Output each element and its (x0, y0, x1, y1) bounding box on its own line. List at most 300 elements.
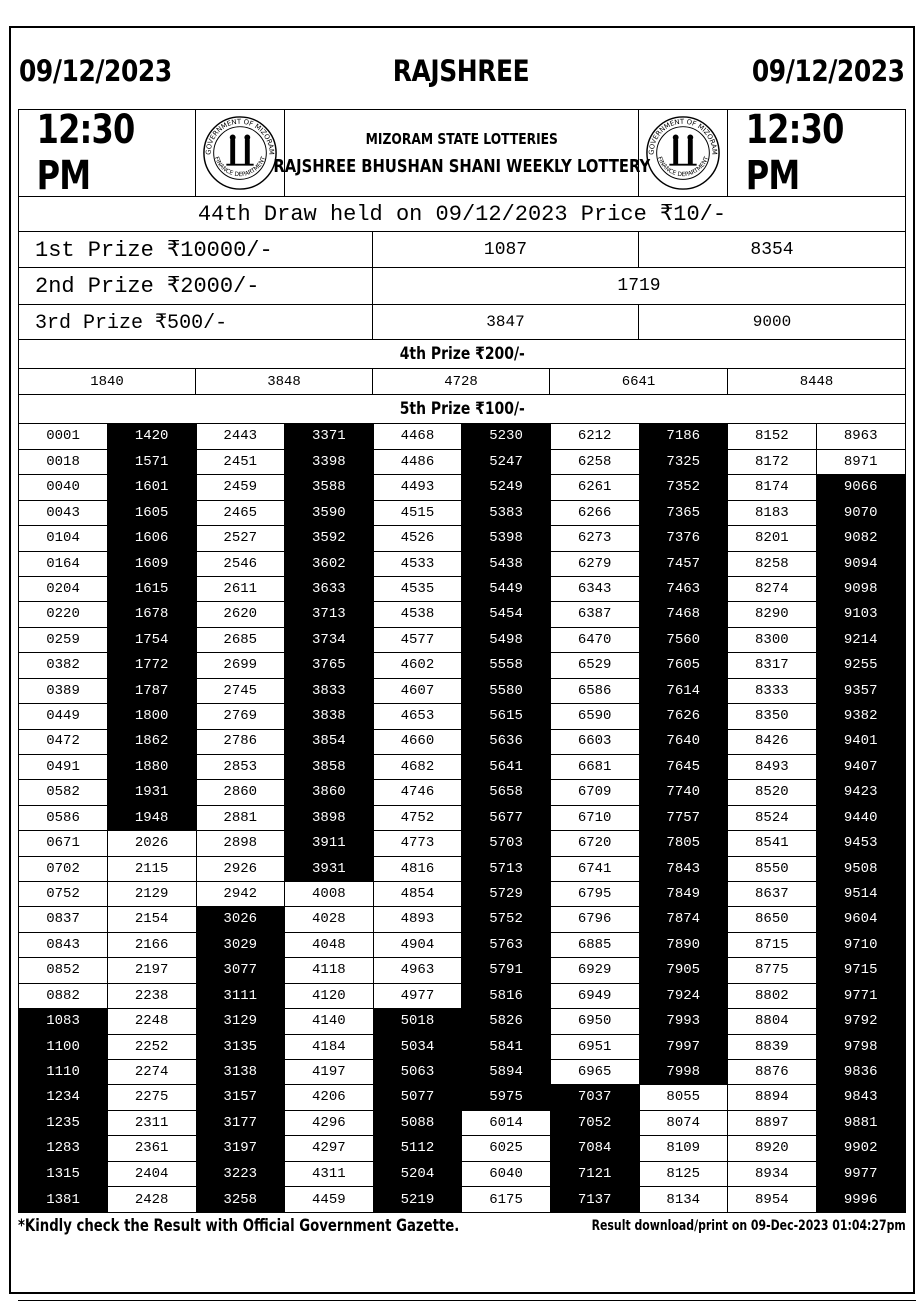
fifth-prize-number: 4752 (373, 805, 462, 831)
fifth-prize-number: 4028 (285, 907, 374, 933)
fifth-prize-number: 7740 (639, 780, 728, 806)
fifth-prize-number: 7352 (639, 475, 728, 501)
third-prize-number-1: 3847 (373, 305, 639, 339)
fifth-prize-number: 6885 (551, 932, 640, 958)
fifth-prize-number: 4533 (373, 551, 462, 577)
fifth-prize-number: 4118 (285, 958, 374, 984)
fifth-prize-number: 3157 (196, 1085, 285, 1111)
fifth-prize-number: 7614 (639, 678, 728, 704)
fifth-prize-number: 7468 (639, 602, 728, 628)
fifth-prize-number: 5658 (462, 780, 551, 806)
fifth-prize-number: 6586 (551, 678, 640, 704)
second-prize-label: 2nd Prize ₹2000/- (19, 268, 373, 304)
fifth-prize-number: 8493 (728, 754, 817, 780)
fifth-prize-number: 1605 (108, 500, 197, 526)
fifth-prize-number: 1381 (19, 1187, 108, 1213)
fifth-prize-number: 7849 (639, 882, 728, 908)
fifth-prize-number: 6950 (551, 1009, 640, 1035)
fifth-prize-number: 3713 (285, 602, 374, 628)
fourth-prize-row (18, 368, 906, 395)
fifth-prize-number: 8954 (728, 1187, 817, 1213)
fifth-prize-number: 2443 (196, 424, 285, 450)
fifth-prize-number: 3197 (196, 1136, 285, 1162)
fifth-prize-number: 8290 (728, 602, 817, 628)
fifth-prize-number: 4486 (373, 449, 462, 475)
fifth-prize-number: 7463 (639, 577, 728, 603)
fifth-prize-number: 6273 (551, 526, 640, 552)
svg-text:GOVERNMENT OF MIZORAM: GOVERNMENT OF MIZORAM (647, 117, 719, 155)
fifth-prize-number: 0018 (19, 449, 108, 475)
fifth-prize-number: 5449 (462, 577, 551, 603)
fifth-prize-number: 1787 (108, 678, 197, 704)
fourth-prize-title-cell (19, 340, 905, 368)
fifth-prize-title: 5th Prize ₹100/- (399, 399, 525, 419)
fifth-prize-number: 8839 (728, 1034, 817, 1060)
fifth-prize-number: 2197 (108, 958, 197, 984)
fifth-prize-number: 7905 (639, 958, 728, 984)
header-date-left: 09/12/2023 (19, 54, 172, 88)
fifth-prize-number: 7084 (551, 1136, 640, 1162)
fifth-prize-number: 0752 (19, 882, 108, 908)
fifth-prize-number: 2166 (108, 932, 197, 958)
fifth-prize-number: 7037 (551, 1085, 640, 1111)
fifth-prize-number: 8715 (728, 932, 817, 958)
fifth-prize-number: 5641 (462, 754, 551, 780)
fifth-prize-number: 2465 (196, 500, 285, 526)
fifth-prize-number: 1609 (108, 551, 197, 577)
fifth-prize-number: 5558 (462, 653, 551, 679)
fifth-prize-number: 7121 (551, 1161, 640, 1187)
fifth-prize-number: 9214 (816, 627, 905, 653)
fourth-prize-number: 6641 (550, 369, 728, 394)
fifth-prize-number: 1862 (108, 729, 197, 755)
fifth-prize-number: 8920 (728, 1136, 817, 1162)
fifth-prize-number: 9881 (816, 1110, 905, 1136)
fifth-prize-number: 5454 (462, 602, 551, 628)
fifth-prize-number: 7997 (639, 1034, 728, 1060)
fifth-prize-number: 9843 (816, 1085, 905, 1111)
fifth-prize-number: 0586 (19, 805, 108, 831)
fifth-prize-number: 9604 (816, 907, 905, 933)
fifth-prize-number: 6951 (551, 1034, 640, 1060)
fifth-prize-number: 3026 (196, 907, 285, 933)
fifth-prize-number: 2026 (108, 831, 197, 857)
fifth-prize-number: 8524 (728, 805, 817, 831)
fifth-prize-number: 8894 (728, 1085, 817, 1111)
fifth-prize-title-row (18, 394, 906, 424)
fifth-prize-number: 2769 (196, 704, 285, 730)
fifth-prize-number: 6590 (551, 704, 640, 730)
organization-name (273, 130, 650, 177)
seal-left-cell (196, 110, 285, 196)
fifth-prize-number: 1571 (108, 449, 197, 475)
fifth-prize-number: 8876 (728, 1059, 817, 1085)
fifth-prize-number: 2527 (196, 526, 285, 552)
fifth-prize-number: 7325 (639, 449, 728, 475)
fifth-prize-number: 4607 (373, 678, 462, 704)
fifth-prize-number: 8274 (728, 577, 817, 603)
fifth-prize-number: 2115 (108, 856, 197, 882)
fifth-prize-number: 4653 (373, 704, 462, 730)
fifth-prize-number: 5677 (462, 805, 551, 831)
fifth-prize-number: 2311 (108, 1110, 197, 1136)
fifth-prize-number: 8350 (728, 704, 817, 730)
fifth-prize-number: 0671 (19, 831, 108, 857)
fifth-prize-number: 9514 (816, 882, 905, 908)
fifth-prize-number: 7998 (639, 1059, 728, 1085)
fifth-prize-number: 5636 (462, 729, 551, 755)
fifth-prize-number: 3734 (285, 627, 374, 653)
fifth-prize-number: 7376 (639, 526, 728, 552)
fifth-prize-number: 0220 (19, 602, 108, 628)
fifth-prize-number: 2611 (196, 577, 285, 603)
fifth-prize-number: 6014 (462, 1110, 551, 1136)
fifth-prize-number: 8055 (639, 1085, 728, 1111)
fifth-prize-number: 8183 (728, 500, 817, 526)
fifth-prize-title-cell (19, 395, 905, 423)
fifth-prize-number: 5063 (373, 1059, 462, 1085)
fifth-prize-number: 4197 (285, 1059, 374, 1085)
fifth-prize-number: 0104 (19, 526, 108, 552)
fifth-prize-number: 1615 (108, 577, 197, 603)
fifth-prize-number: 2786 (196, 729, 285, 755)
fifth-prize-number: 8550 (728, 856, 817, 882)
fifth-prize-number: 4184 (285, 1034, 374, 1060)
fifth-prize-number: 3860 (285, 780, 374, 806)
fifth-prize-number: 4515 (373, 500, 462, 526)
fifth-prize-number: 5791 (462, 958, 551, 984)
fifth-prize-number: 7365 (639, 500, 728, 526)
first-prize-row (18, 231, 906, 268)
fifth-prize-number: 7186 (639, 424, 728, 450)
fifth-prize-number: 4140 (285, 1009, 374, 1035)
fifth-prize-number: 4538 (373, 602, 462, 628)
fifth-prize-number: 8300 (728, 627, 817, 653)
fifth-prize-number: 3854 (285, 729, 374, 755)
fifth-prize-number: 7626 (639, 704, 728, 730)
fifth-prize-number: 6266 (551, 500, 640, 526)
fifth-prize-number: 8258 (728, 551, 817, 577)
fifth-prize-number: 1083 (19, 1009, 108, 1035)
fifth-prize-number: 3858 (285, 754, 374, 780)
fifth-prize-number: 7805 (639, 831, 728, 857)
second-prize-number: 1719 (617, 276, 661, 296)
fifth-prize-number: 6709 (551, 780, 640, 806)
fifth-prize-number: 5112 (373, 1136, 462, 1162)
fifth-prize-number: 5034 (373, 1034, 462, 1060)
fifth-prize-number: 5247 (462, 449, 551, 475)
fifth-prize-number: 6681 (551, 754, 640, 780)
svg-text:FINANCE DEPARTMENT: FINANCE DEPARTMENT (212, 156, 268, 179)
fifth-prize-number: 6603 (551, 729, 640, 755)
fifth-prize-number: 1678 (108, 602, 197, 628)
fifth-prize-number: 4297 (285, 1136, 374, 1162)
fifth-prize-number: 5077 (373, 1085, 462, 1111)
fifth-prize-number: 4459 (285, 1187, 374, 1213)
draw-info-row (18, 196, 906, 232)
fifth-prize-number: 9407 (816, 754, 905, 780)
fifth-prize-number: 3258 (196, 1187, 285, 1213)
fifth-prize-number: 2238 (108, 983, 197, 1009)
fifth-prize-number: 4008 (285, 882, 374, 908)
fifth-prize-number: 5088 (373, 1110, 462, 1136)
fifth-prize-number: 7605 (639, 653, 728, 679)
government-seal-icon (644, 114, 722, 192)
fifth-prize-number: 8333 (728, 678, 817, 704)
fifth-prize-number: 5438 (462, 551, 551, 577)
fifth-prize-number: 5841 (462, 1034, 551, 1060)
fifth-prize-number: 1948 (108, 805, 197, 831)
fifth-prize-number: 4746 (373, 780, 462, 806)
fifth-prize-number: 1800 (108, 704, 197, 730)
first-prize-number-2: 8354 (750, 239, 794, 260)
first-prize-number-1: 1087 (373, 232, 639, 267)
header-date-right: 09/12/2023 (752, 54, 905, 88)
fifth-prize-number: 0472 (19, 729, 108, 755)
fifth-prize-number: 6387 (551, 602, 640, 628)
fifth-prize-number: 3135 (196, 1034, 285, 1060)
fifth-prize-number: 4577 (373, 627, 462, 653)
fifth-prize-number: 0843 (19, 932, 108, 958)
fifth-prize-number: 1931 (108, 780, 197, 806)
fifth-prize-number: 3398 (285, 449, 374, 475)
fourth-prize-title: 4th Prize ₹200/- (399, 344, 525, 364)
fifth-prize-number: 4602 (373, 653, 462, 679)
fifth-prize-number: 0389 (19, 678, 108, 704)
fifth-prize-number: 5580 (462, 678, 551, 704)
fifth-prize-number: 9792 (816, 1009, 905, 1035)
fifth-prize-number: 6040 (462, 1161, 551, 1187)
fifth-prize-number: 2620 (196, 602, 285, 628)
fifth-prize-number: 5763 (462, 932, 551, 958)
fifth-prize-number: 9094 (816, 551, 905, 577)
fifth-prize-number: 3592 (285, 526, 374, 552)
fifth-prize-number: 3833 (285, 678, 374, 704)
fifth-prize-number: 6258 (551, 449, 640, 475)
fifth-prize-number: 2881 (196, 805, 285, 831)
fifth-prize-number: 1606 (108, 526, 197, 552)
fifth-prize-number: 9902 (816, 1136, 905, 1162)
fifth-prize-number: 4535 (373, 577, 462, 603)
fifth-prize-number: 4526 (373, 526, 462, 552)
fifth-prize-number: 1235 (19, 1110, 108, 1136)
fifth-prize-number: 3588 (285, 475, 374, 501)
fifth-prize-number: 0449 (19, 704, 108, 730)
fifth-prize-number: 7640 (639, 729, 728, 755)
fifth-prize-number: 8174 (728, 475, 817, 501)
fifth-prize-number: 8134 (639, 1187, 728, 1213)
fifth-prize-number: 9710 (816, 932, 905, 958)
organization-line-1: MIZORAM STATE LOTTERIES (365, 129, 558, 148)
fifth-prize-number: 5713 (462, 856, 551, 882)
fifth-prize-number: 3633 (285, 577, 374, 603)
gazette-note: *Kindly check the Result with Official Government Gazette. (18, 1216, 460, 1236)
fifth-prize-number: 8897 (728, 1110, 817, 1136)
fourth-prize-number: 8448 (799, 373, 834, 390)
banner (18, 109, 906, 197)
fifth-prize-number: 6949 (551, 983, 640, 1009)
fifth-prize-number: 6529 (551, 653, 640, 679)
fifth-prize-number: 6175 (462, 1187, 551, 1213)
fifth-prize-number: 8971 (816, 449, 905, 475)
fifth-prize-number: 2274 (108, 1059, 197, 1085)
fifth-prize-number: 8109 (639, 1136, 728, 1162)
fifth-prize-number: 2248 (108, 1009, 197, 1035)
fifth-prize-number: 3029 (196, 932, 285, 958)
fifth-prize-number: 9798 (816, 1034, 905, 1060)
fifth-prize-number: 0852 (19, 958, 108, 984)
fifth-prize-number: 7843 (639, 856, 728, 882)
third-prize-row (18, 304, 906, 340)
fifth-prize-number: 0491 (19, 754, 108, 780)
fifth-prize-number: 1100 (19, 1034, 108, 1060)
fifth-prize-number: 3371 (285, 424, 374, 450)
fifth-prize-number: 1772 (108, 653, 197, 679)
fifth-prize-number: 8963 (816, 424, 905, 450)
fifth-prize-number: 9453 (816, 831, 905, 857)
fifth-prize-number: 0382 (19, 653, 108, 679)
fifth-prize-number: 6965 (551, 1059, 640, 1085)
fifth-prize-number: 2745 (196, 678, 285, 704)
svg-text:GOVERNMENT OF MIZORAM: GOVERNMENT OF MIZORAM (204, 117, 276, 155)
fifth-prize-number: 4816 (373, 856, 462, 882)
page-title: RAJSHREE (392, 54, 530, 88)
fifth-prize-number: 2275 (108, 1085, 197, 1111)
fifth-prize-number: 3838 (285, 704, 374, 730)
fifth-prize-number: 0043 (19, 500, 108, 526)
fourth-prize-number: 1840 (19, 369, 196, 394)
fifth-prize-number: 2546 (196, 551, 285, 577)
first-prize-label: 1st Prize ₹10000/- (19, 232, 373, 267)
fifth-prize-number: 4660 (373, 729, 462, 755)
time-left-cell (19, 107, 196, 199)
fifth-prize-number: 8637 (728, 882, 817, 908)
fifth-prize-number: 5249 (462, 475, 551, 501)
fifth-prize-number: 4963 (373, 958, 462, 984)
fifth-prize-number: 5703 (462, 831, 551, 857)
fifth-prize-number: 1234 (19, 1085, 108, 1111)
fifth-prize-number: 2926 (196, 856, 285, 882)
fifth-prize-number: 8152 (728, 424, 817, 450)
fifth-prize-number: 9255 (816, 653, 905, 679)
fifth-prize-number: 9103 (816, 602, 905, 628)
fifth-prize-number: 9070 (816, 500, 905, 526)
time-right: 12:30 PM (745, 107, 844, 199)
fifth-prize-number: 4311 (285, 1161, 374, 1187)
fifth-prize-number: 8317 (728, 653, 817, 679)
fifth-prize-number: 7890 (639, 932, 728, 958)
fifth-prize-number: 6470 (551, 627, 640, 653)
svg-text:FINANCE DEPARTMENT: FINANCE DEPARTMENT (655, 156, 711, 179)
fifth-prize-number: 4773 (373, 831, 462, 857)
fifth-prize-number: 2860 (196, 780, 285, 806)
second-prize-row (18, 267, 906, 305)
fifth-prize-number: 5219 (373, 1187, 462, 1213)
fifth-prize-number: 9440 (816, 805, 905, 831)
fifth-prize-number: 3765 (285, 653, 374, 679)
organization-line-2: RAJSHREE BHUSHAN SHANI WEEKLY LOTTERY (273, 155, 650, 177)
fifth-prize-number: 7560 (639, 627, 728, 653)
fifth-prize-number: 6929 (551, 958, 640, 984)
fifth-prize-number: 4682 (373, 754, 462, 780)
fifth-prize-number: 9423 (816, 780, 905, 806)
fifth-prize-number: 3177 (196, 1110, 285, 1136)
fifth-prize-number: 9771 (816, 983, 905, 1009)
fifth-prize-number: 2853 (196, 754, 285, 780)
seal-right-cell (639, 110, 728, 196)
fifth-prize-number: 8201 (728, 526, 817, 552)
fifth-prize-number: 6741 (551, 856, 640, 882)
fifth-prize-number: 5204 (373, 1161, 462, 1187)
fifth-prize-number: 4977 (373, 983, 462, 1009)
fifth-prize-number: 9382 (816, 704, 905, 730)
fifth-prize-number: 5729 (462, 882, 551, 908)
fifth-prize-number: 1110 (19, 1059, 108, 1085)
third-prize-label: 3rd Prize ₹500/- (19, 305, 373, 339)
fifth-prize-number: 5615 (462, 704, 551, 730)
fifth-prize-number: 2361 (108, 1136, 197, 1162)
fifth-prize-number: 3931 (285, 856, 374, 882)
fifth-prize-number: 2942 (196, 882, 285, 908)
fifth-prize-number: 3898 (285, 805, 374, 831)
fifth-prize-number: 7757 (639, 805, 728, 831)
fifth-prize-number: 8650 (728, 907, 817, 933)
fifth-prize-number: 5826 (462, 1009, 551, 1035)
fifth-prize-number: 7137 (551, 1187, 640, 1213)
fifth-prize-number: 4893 (373, 907, 462, 933)
fifth-prize-number: 4296 (285, 1110, 374, 1136)
fifth-prize-number: 4493 (373, 475, 462, 501)
fifth-prize-number: 2451 (196, 449, 285, 475)
fifth-prize-number: 4120 (285, 983, 374, 1009)
fifth-prize-number: 7645 (639, 754, 728, 780)
fifth-prize-number: 5498 (462, 627, 551, 653)
time-left: 12:30 PM (36, 107, 135, 199)
fifth-prize-number: 7457 (639, 551, 728, 577)
fifth-prize-number: 5816 (462, 983, 551, 1009)
fifth-prize-number: 0702 (19, 856, 108, 882)
fifth-prize-number: 9715 (816, 958, 905, 984)
fifth-prize-number: 1315 (19, 1161, 108, 1187)
fifth-prize-number: 0582 (19, 780, 108, 806)
organization-cell (273, 110, 650, 196)
fifth-prize-number: 3111 (196, 983, 285, 1009)
fifth-prize-number: 5894 (462, 1059, 551, 1085)
fifth-prize-number: 0882 (19, 983, 108, 1009)
fifth-prize-number: 3129 (196, 1009, 285, 1035)
fifth-prize-number: 6261 (551, 475, 640, 501)
fifth-prize-number: 7924 (639, 983, 728, 1009)
fifth-prize-number: 2685 (196, 627, 285, 653)
fifth-prize-number: 6025 (462, 1136, 551, 1162)
fifth-prize-number: 0040 (19, 475, 108, 501)
fifth-prize-number: 3590 (285, 500, 374, 526)
fifth-prize-number: 4468 (373, 424, 462, 450)
fifth-prize-number: 5383 (462, 500, 551, 526)
fifth-prize-number: 9977 (816, 1161, 905, 1187)
fifth-prize-number: 7052 (551, 1110, 640, 1136)
fifth-prize-number: 0837 (19, 907, 108, 933)
fifth-prize-number: 2428 (108, 1187, 197, 1213)
fifth-prize-number: 8934 (728, 1161, 817, 1187)
fifth-prize-number: 5018 (373, 1009, 462, 1035)
fourth-prize-number: 3848 (196, 369, 373, 394)
fifth-prize-number: 3138 (196, 1059, 285, 1085)
download-timestamp: Result download/print on 09-Dec-2023 01:04:27pm (591, 1218, 906, 1234)
fifth-prize-number: 2404 (108, 1161, 197, 1187)
fifth-prize-number: 1601 (108, 475, 197, 501)
fifth-prize-number: 8541 (728, 831, 817, 857)
